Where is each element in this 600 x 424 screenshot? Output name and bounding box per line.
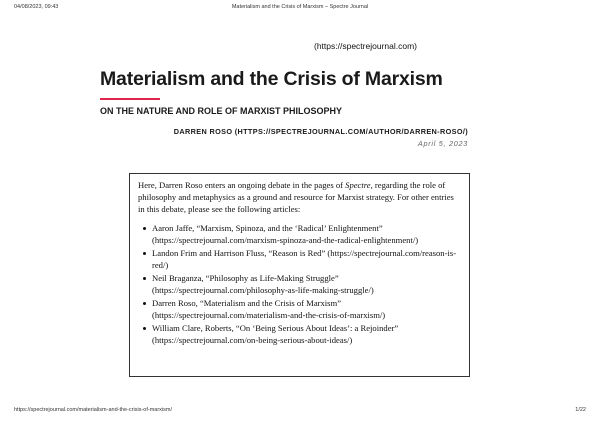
title-accent-rule	[100, 98, 160, 100]
intro-text-after: , regarding the role of philosophy and metaphysics as a ground and resource for Marxist strategy. For other entries in this debate, please see the following articles:	[138, 180, 454, 214]
related-articles-list	[138, 223, 461, 346]
related-article-item[interactable]: Aaron Jaffe, “Marxism, Spinoza, and the ‘Radical’ Enlightenment” (https://spectrejournal.com/marxism-spinoza-and-the-radical-enlightenment/)	[152, 223, 461, 247]
intro-text-before: Here, Darren Roso enters an ongoing debate in the pages of	[138, 180, 346, 190]
print-footer-url: https://spectrejournal.com/materialism-and-the-crisis-of-marxism/	[14, 407, 173, 413]
print-datetime: 04/08/2023, 09:43	[14, 4, 59, 10]
site-home-link[interactable]: (https://spectrejournal.com)	[314, 41, 417, 51]
publish-date: April 5, 2023	[417, 139, 468, 148]
related-article-item[interactable]: Darren Roso, “Materialism and the Crisis of Marxism” (https://spectrejournal.com/materialism-and-the-crisis-of-marxism/)	[152, 298, 461, 322]
print-page-number: 1/22	[575, 407, 586, 413]
related-article-item[interactable]: William Clare, Roberts, “On ‘Being Serious About Ideas’: a Rejoinder” (https://spectrejournal.com/on-being-serious-about-ideas/)	[152, 323, 461, 347]
editor-note-intro	[138, 180, 461, 215]
journal-name: Spectre	[345, 180, 371, 190]
editor-note-box	[129, 173, 470, 377]
author-link[interactable]: DARREN ROSO (HTTPS://SPECTREJOURNAL.COM/AUTHOR/DARREN-ROSO/)	[173, 127, 468, 136]
article-title: Materialism and the Crisis of Marxism	[100, 68, 443, 90]
article-subtitle: ON THE NATURE AND ROLE OF MARXIST PHILOSOPHY	[100, 106, 343, 116]
print-doc-title: Materialism and the Crisis of Marxism – Spectre Journal	[231, 4, 369, 10]
related-article-item[interactable]: Neil Braganza, “Philosophy as Life-Making Struggle” (https://spectrejournal.com/philosophy-as-life-making-struggle/)	[152, 273, 461, 297]
related-article-item[interactable]: Landon Frim and Harrison Fluss, “Reason is Red” (https://spectrejournal.com/reason-is-red/)	[152, 248, 461, 272]
